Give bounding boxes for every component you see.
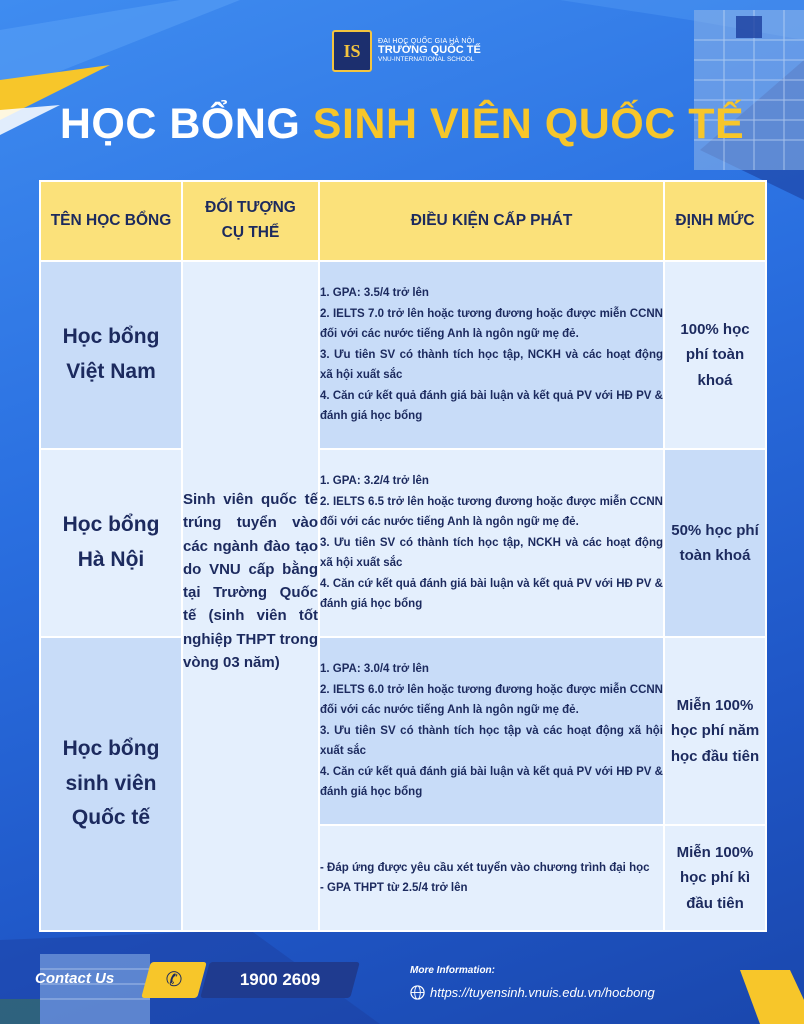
table-row [40,261,766,449]
header-target: ĐỐI TƯỢNG CỤ THỂ [182,181,319,261]
header-conditions: ĐIỀU KIỆN CẤP PHÁT [319,181,664,261]
phone-icon[interactable]: ✆ [165,969,183,991]
logo-line-university: ĐẠI HỌC QUỐC GIA HÀ NỘI [378,38,475,46]
scholarship-conditions: 1. GPA: 3.2/4 trở lên 2. IELTS 6.5 trở lên hoặc tương đương hoặc được miễn CCNN đối với các nước tiếng Anh là ngôn ngữ mẹ đẻ. 3. Ưu tiên SV có thành tích học tập, NCKH và các hoạt động xã hội xuất sắc 4. Căn cứ kết quả đánh giá bài luận và kết quả PV với HĐ PV & đánh giá học bổng [319,449,664,637]
scholarship-amount: 100% học phí toàn khoá [664,261,766,449]
header-amount: ĐỊNH MỨC [664,181,766,261]
target-students: Sinh viên quốc tế trúng tuyển vào các ngành đào tạo do VNU cấp bằng tại Trường Quốc tế (sinh viên tốt nghiệp THPT trong vòng 03 năm) [182,261,319,931]
scholarship-name: Học bổng Hà Nội [40,449,182,637]
title-part-yellow: SINH VIÊN QUỐC TẾ [312,100,745,148]
logo-line-school: TRƯỜNG QUỐC TẾ [378,44,481,57]
scholarship-amount: Miễn 100% học phí năm học đầu tiên [664,637,766,825]
globe-icon [410,985,425,1000]
table-row [40,637,766,825]
table-header-row [40,181,766,261]
scholarship-amount: Miễn 100% học phí kì đầu tiên [664,825,766,931]
scholarship-amount: 50% học phí toàn khoá [664,449,766,637]
header-name: TÊN HỌC BỔNG [40,181,182,261]
school-logo [332,30,481,72]
table-row [40,449,766,637]
title-part-white: HỌC BỔNG [59,100,301,148]
scholarship-conditions: 1. GPA: 3.0/4 trở lên 2. IELTS 6.0 trở lên hoặc tương đương hoặc được miễn CCNN đối với các nước tiếng Anh là ngôn ngữ mẹ đẻ. 3. Ưu tiên SV có thành tích học tập và các hoạt động xã hội xuất sắc 4. Căn cứ kết quả đánh giá bài luận và kết quả PV với HĐ PV & đánh giá học bổng [319,637,664,825]
phone-number[interactable]: 1900 2609 [239,970,321,989]
scholarship-conditions: - Đáp ứng được yêu cầu xét tuyển vào chương trình đại học - GPA THPT từ 2.5/4 trở lên [319,825,664,931]
scholarship-table [39,180,767,932]
website-link[interactable]: https://tuyensinh.vnuis.edu.vn/hocbong [430,985,655,1000]
contact-us-label: Contact Us [35,970,115,987]
scholarship-conditions: 1. GPA: 3.5/4 trở lên 2. IELTS 7.0 trở lên hoặc tương đương hoặc được miễn CCNN đối với các nước tiếng Anh là ngôn ngữ mẹ đẻ. 3. Ưu tiên SV có thành tích học tập, NCKH và các hoạt động xã hội xuất sắc 4. Căn cứ kết quả đánh giá bài luận và kết quả PV với HĐ PV & đánh giá học bổng [319,261,664,449]
logo-text [378,38,481,64]
scholarship-name: Học bổng Việt Nam [40,261,182,449]
logo-mark: IS [332,30,372,72]
logo-line-english: VNU-INTERNATIONAL SCHOOL [378,56,475,64]
page-title [0,100,804,149]
more-information-label: More Information: [410,965,495,976]
scholarship-name: Học bổng sinh viên Quốc tế [40,637,182,931]
